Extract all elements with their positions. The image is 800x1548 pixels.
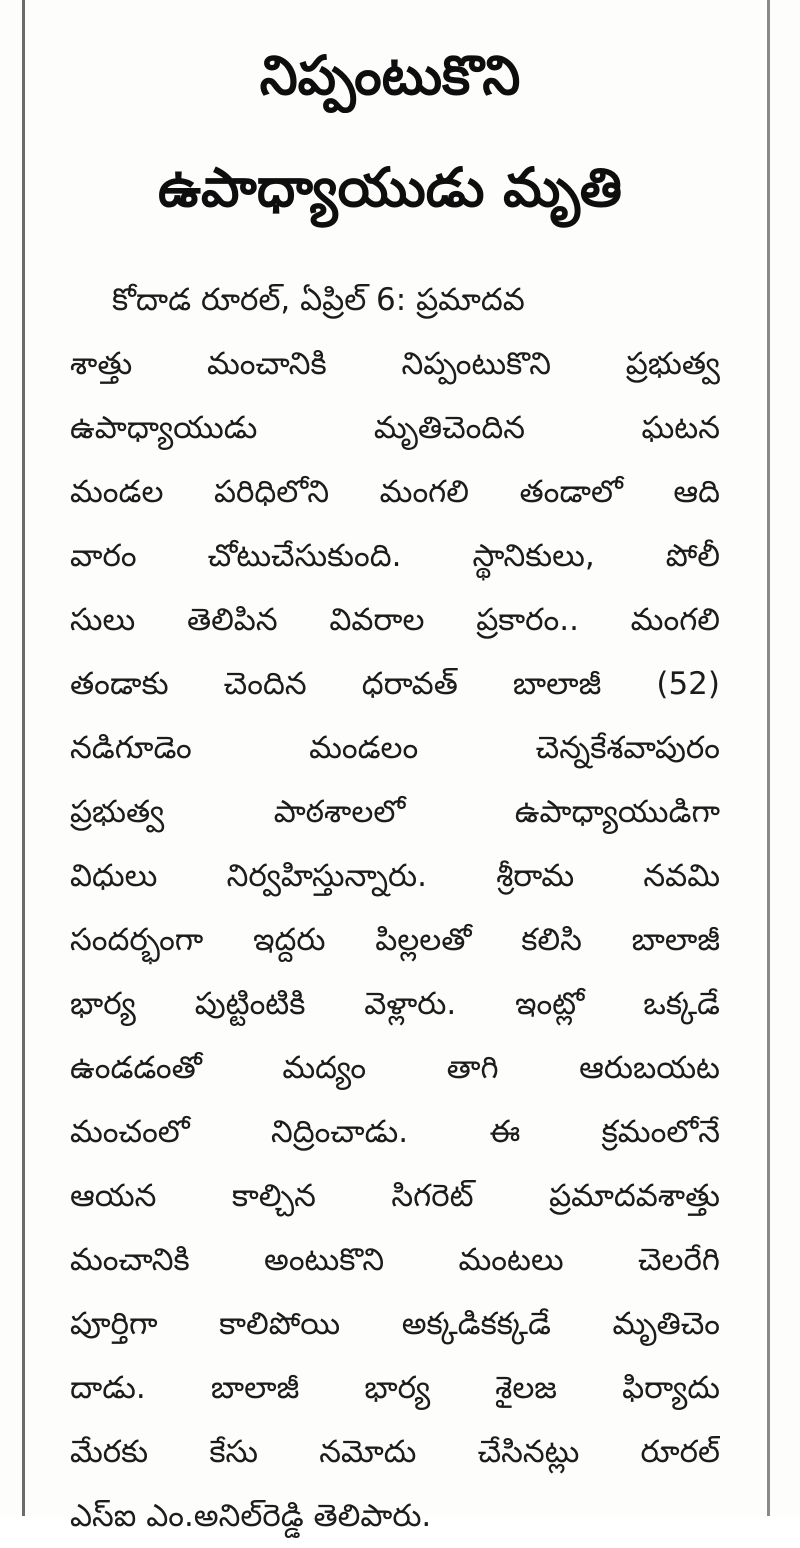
body-line: మేరకు కేసు నమోదు చేసినట్లు రూరల్ <box>70 1434 720 1470</box>
body-line: విధులు నిర్వహిస్తున్నారు. శ్రీరామ నవమి <box>70 858 720 894</box>
right-column-rule <box>767 0 770 1516</box>
headline-line-2: ఉపాధ్యాయుడు మృతి <box>157 156 623 219</box>
body-line: భార్య పుట్టింటికి వెళ్లారు. ఇంట్లో ఒక్కడే <box>70 986 720 1022</box>
article-body <box>70 268 720 1548</box>
body-line: మంచంలో నిద్రించాడు. ఈ క్రమంలోనే <box>70 1114 720 1150</box>
left-column-rule <box>22 0 25 1516</box>
body-line: ఉండడంతో మద్యం తాగి ఆరుబయట <box>70 1050 720 1086</box>
body-line: మంచానికి అంటుకొని మంటలు చెలరేగి <box>70 1242 720 1278</box>
body-line: దాడు. బాలాజీ భార్య శైలజ ఫిర్యాదు <box>70 1370 720 1406</box>
body-line: శాత్తు మంచానికి నిప్పంటుకొని ప్రభుత్వ <box>70 346 720 382</box>
body-line: కోదాడ రూరల్, ఏప్రిల్ 6: ప్రమాదవ <box>112 282 525 318</box>
body-line: వారం చోటుచేసుకుంది. స్థానికులు, పోలీ <box>70 538 720 574</box>
headline <box>60 20 720 244</box>
body-line: మండల పరిధిలోని మంగలి తండాలో ఆది <box>70 474 720 510</box>
body-line: తండాకు చెందిన ధరావత్ బాలాజీ (52) <box>70 666 720 702</box>
body-line: ఆయన కాల్చిన సిగరెట్ ప్రమాదవశాత్తు <box>70 1178 720 1214</box>
body-line: ఉపాధ్యాయుడు మృతిచెందిన ఘటన <box>70 410 720 446</box>
body-line: ప్రభుత్వ పాఠశాలలో ఉపాధ్యాయుడిగా <box>70 794 720 830</box>
body-line: సందర్భంగా ఇద్దరు పిల్లలతో కలిసి బాలాజీ <box>70 922 720 958</box>
body-line: ఎస్ఐ ఎం.అనిల్‌రెడ్డి తెలిపారు. <box>70 1498 432 1534</box>
body-line: సులు తెలిపిన వివరాల ప్రకారం.. మంగలి <box>70 602 720 638</box>
body-line: నడిగూడెం మండలం చెన్నకేశవాపురం <box>70 730 720 766</box>
body-line: పూర్తిగా కాలిపోయి అక్కడికక్కడే మృతిచెం <box>70 1306 720 1342</box>
headline-line-1: నిప్పంటుకొని <box>259 44 521 107</box>
